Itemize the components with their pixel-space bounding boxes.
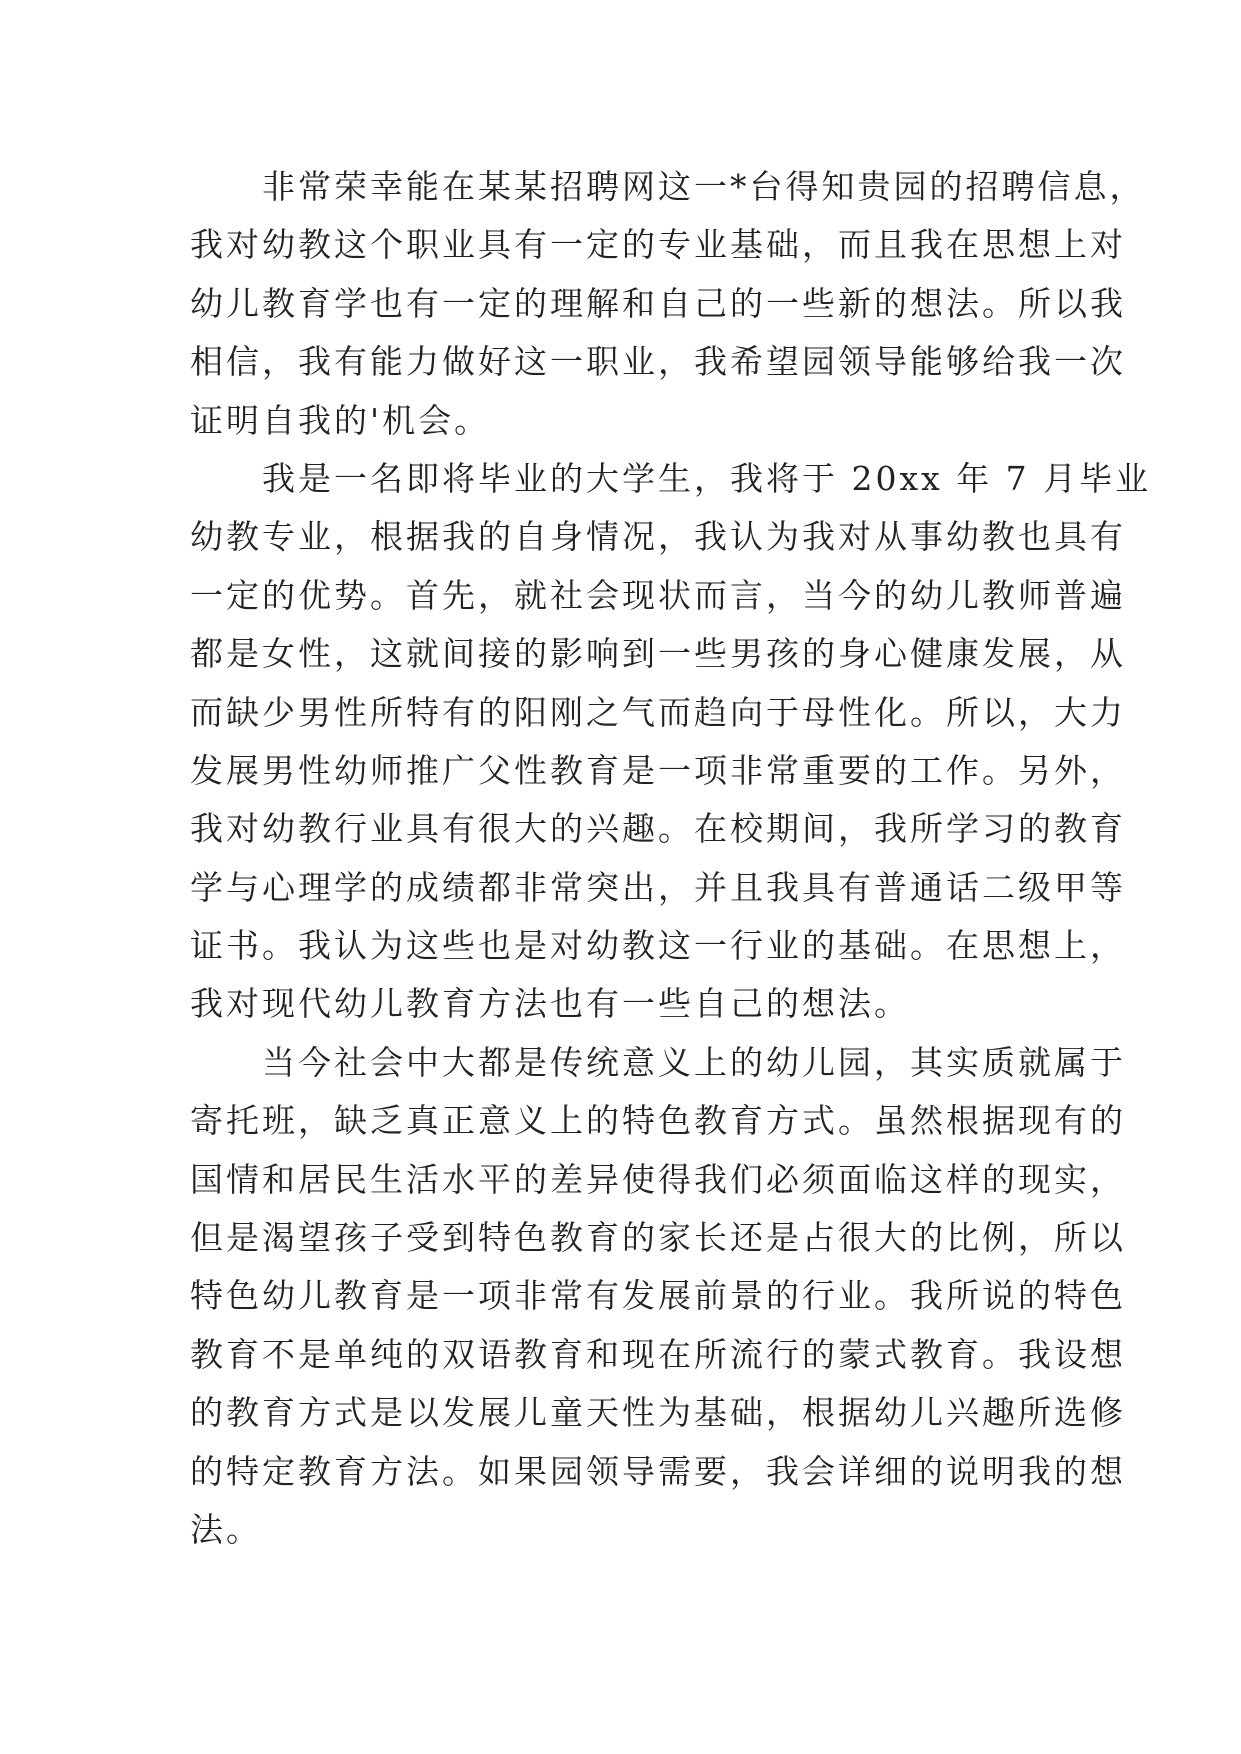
text-line: 都是女性，这就间接的影响到一些男孩的身心健康发展，从 (190, 634, 1126, 674)
text-line: 的教育方式是以发展儿童天性为基础，根据幼儿兴趣所选修 (190, 1393, 1126, 1433)
text-line: 当今社会中大都是传统意义上的幼儿园，其实质就属于 (262, 1042, 1126, 1082)
text-line: 国情和居民生活水平的差异使得我们必须面临这样的现实， (190, 1159, 1126, 1199)
text-line: 但是渴望孩子受到特色教育的家长还是占很大的比例，所以 (190, 1218, 1126, 1258)
text-line: 证书。我认为这些也是对幼教这一行业的基础。在思想上， (190, 926, 1126, 966)
text-line: 相信，我有能力做好这一职业，我希望园领导能够给我一次 (190, 342, 1126, 382)
text-line: 特色幼儿教育是一项非常有发展前景的行业。我所说的特色 (190, 1276, 1126, 1316)
text-line: 我对幼教行业具有很大的兴趣。在校期间，我所学习的教育 (190, 809, 1126, 849)
text-line: 而缺少男性所特有的阳刚之气而趋向于母性化。所以，大力 (190, 692, 1126, 732)
text-line: 的特定教育方法。如果园领导需要，我会详细的说明我的想 (190, 1451, 1126, 1491)
paragraph-2 (190, 450, 1152, 1034)
paragraph-1 (190, 158, 1146, 450)
text-line: 教育不是单纯的双语教育和现在所流行的蒙式教育。我设想 (190, 1334, 1126, 1374)
text-line: 学与心理学的成绩都非常突出，并且我具有普通话二级甲等 (190, 867, 1126, 907)
text-line: 幼儿教育学也有一定的理解和自己的一些新的想法。所以我 (190, 283, 1126, 323)
paragraph-3 (190, 1034, 1126, 1560)
text-line: 幼教专业，根据我的自身情况，我认为我对从事幼教也具有 (190, 517, 1126, 557)
document-body (190, 158, 1152, 1559)
text-line: 法。 (190, 1509, 262, 1549)
text-line: 我对幼教这个职业具有一定的专业基础，而且我在思想上对 (190, 225, 1126, 265)
text-line: 非常荣幸能在某某招聘网这一*台得知贵园的招聘信息， (262, 167, 1146, 206)
text-line: 发展男性幼师推广父性教育是一项非常重要的工作。另外， (190, 750, 1126, 790)
text-line: 证明自我的'机会。 (190, 400, 491, 440)
text-line: 我对现代幼儿教育方法也有一些自己的想法。 (190, 984, 910, 1024)
text-line: 我是一名即将毕业的大学生，我将于 20xx 年 7 月毕业 (262, 458, 1152, 498)
text-line: 寄托班，缺乏真正意义上的特色教育方式。虽然根据现有的 (190, 1101, 1126, 1141)
text-line: 一定的优势。首先，就社会现状而言，当今的幼儿教师普遍 (190, 575, 1126, 615)
